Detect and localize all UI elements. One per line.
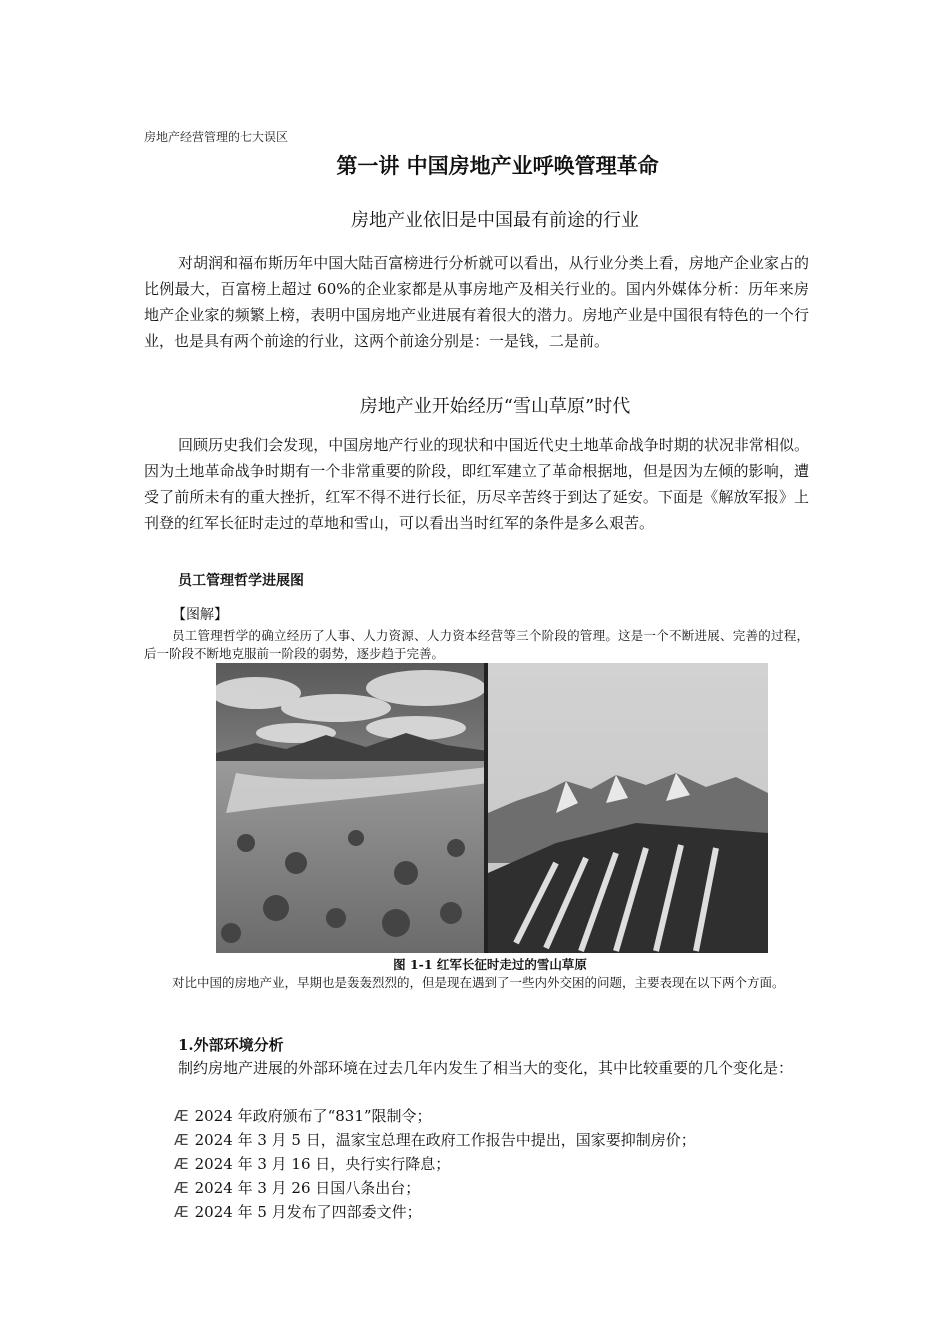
grassland-snow-mountain-photo (216, 663, 768, 953)
section-paragraph-1: 对胡润和福布斯历年中国大陆百富榜进行分析就可以看出，从行业分类上看，房地产企业家占的比例最大，百富榜上超过 60%的企业家都是从事房地产及相关行业的。国内外媒体分析：历年来房地产企业家的频繁上榜，表明中国房地产业进展有着很大的潜力。房地产业是中国很有特色的一个行业，也是具有两个前途的行业，这两个前途分别是：一是钱，二是前。 (144, 254, 809, 350)
figure-explain-text: 员工管理哲学的确立经历了人事、人力资源、人力资本经营等三个阶段的管理。这是一个不断进展、完善的过程，后一阶段不断地克服前一阶段的弱势，逐步趋于完善。 (144, 628, 809, 661)
bullet-icon: Æ (174, 1203, 189, 1221)
chapter-title: 第一讲 中国房地产业呼唤管理革命 (336, 153, 659, 178)
section-heading-2: 房地产业开始经历“雪山草原”时代 (359, 396, 631, 417)
figure-after-text: 对比中国的房地产业，早期也是轰轰烈烈的，但是现在遇到了一些内外交困的问题，主要表现在以下两个方面。 (172, 975, 785, 990)
section-heading-3: 1.外部环境分析 (178, 1036, 284, 1054)
list-item: Æ 2024 年 3 月 16 日，央行实行降息； (174, 1155, 451, 1173)
figure-title: 员工管理哲学进展图 (178, 573, 304, 589)
section-paragraph-2: 回顾历史我们会发现，中国房地产行业的现状和中国近代史土地革命战争时期的状况非常相似。因为土地革命战争时期有一个非常重要的阶段，即红军建立了革命根据地，但是因为左倾的影响，遭受了前所未有的重大挫折，红军不得不进行长征，历尽辛苦终于到达了延安。下面是《解放军报》上刊登的红军长征时走过的草地和雪山，可以看出当时红军的条件是多么艰苦。 (144, 436, 809, 532)
list-item: Æ 2024 年政府颁布了“831”限制令； (174, 1107, 432, 1125)
figure-explain-label: 【图解】 (172, 607, 228, 623)
bullet-icon: Æ (174, 1179, 189, 1197)
list-item: Æ 2024 年 3 月 5 日，温家宝总理在政府工作报告中提出，国家要抑制房价； (174, 1131, 696, 1149)
list-item: Æ 2024 年 3 月 26 日国八条出台； (174, 1179, 421, 1197)
section-heading-1: 房地产业依旧是中国最有前途的行业 (351, 210, 639, 231)
figure-caption: 图 1-1 红军长征时走过的雪山草原 (393, 957, 587, 972)
section-paragraph-3: 制约房地产进展的外部环境在过去几年内发生了相当大的变化，其中比较重要的几个变化是： (178, 1059, 794, 1077)
bullet-icon: Æ (174, 1155, 189, 1173)
page-header: 房地产经营管理的七大误区 (144, 130, 289, 144)
bullet-icon: Æ (174, 1107, 189, 1125)
bullet-icon: Æ (174, 1131, 189, 1149)
list-item: Æ 2024 年 5 月发布了四部委文件； (174, 1203, 422, 1221)
